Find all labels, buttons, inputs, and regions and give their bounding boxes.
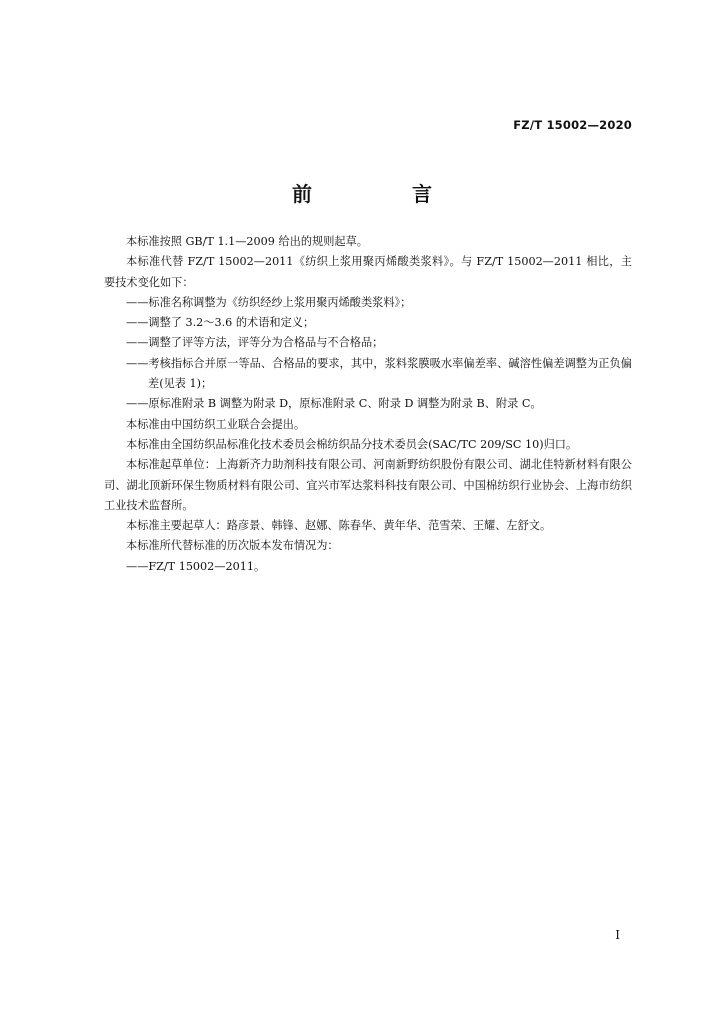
page-title: 前 言: [292, 182, 472, 206]
list-item: ——原标准附录 B 调整为附录 D，原标准附录 C、附录 D 调整为附录 B、附录 C。: [126, 397, 542, 411]
paragraph: 本标准主要起草人：路彦景、韩锋、赵娜、陈春华、黄年华、范雪荣、王耀、左舒文。: [126, 519, 552, 533]
paragraph: 本标准由中国纺织工业联合会提出。: [126, 417, 306, 431]
page-number: I: [615, 928, 620, 942]
paragraph: 本标准代替 FZ/T 15002—2011《纺织上浆用聚丙烯酸类浆料》。与 FZ/T 15002—2011 相比，主要技术变化如下：: [104, 255, 632, 289]
list-item: ——考核指标合并原一等品、合格品的要求，其中，浆料浆膜吸水率偏差率、碱溶性偏差调整为正负偏差(见表 1)；: [126, 356, 632, 391]
paragraph: 本标准所代替标准的历次版本发布情况为：: [126, 539, 339, 553]
list-item: ——FZ/T 15002—2011。: [126, 559, 266, 573]
paragraph: 本标准起草单位：上海新齐力助剂科技有限公司、河南新野纺织股份有限公司、湖北佳特新材料有限公司、湖北顶新环保生物质材料有限公司、宜兴市军达浆料科技有限公司、中国棉纺织行业协会、上海市纺织工业技术监督所。: [104, 458, 632, 512]
standard-code: FZ/T 15002—2020: [513, 118, 632, 132]
paragraph: 本标准由全国纺织品标准化技术委员会棉纺织品分技术委员会(SAC/TC 209/SC 10)归口。: [126, 437, 578, 451]
list-item: ——调整了 3.2～3.6 的术语和定义；: [126, 316, 315, 330]
list-item: ——调整了评等方法，评等分为合格品与不合格品；: [126, 336, 384, 350]
list-item: ——标准名称调整为《纺织经纱上浆用聚丙烯酸类浆料》；: [126, 295, 412, 309]
paragraph: 本标准按照 GB/T 1.1—2009 给出的规则起草。: [126, 235, 368, 248]
foreword-body: [104, 232, 632, 577]
